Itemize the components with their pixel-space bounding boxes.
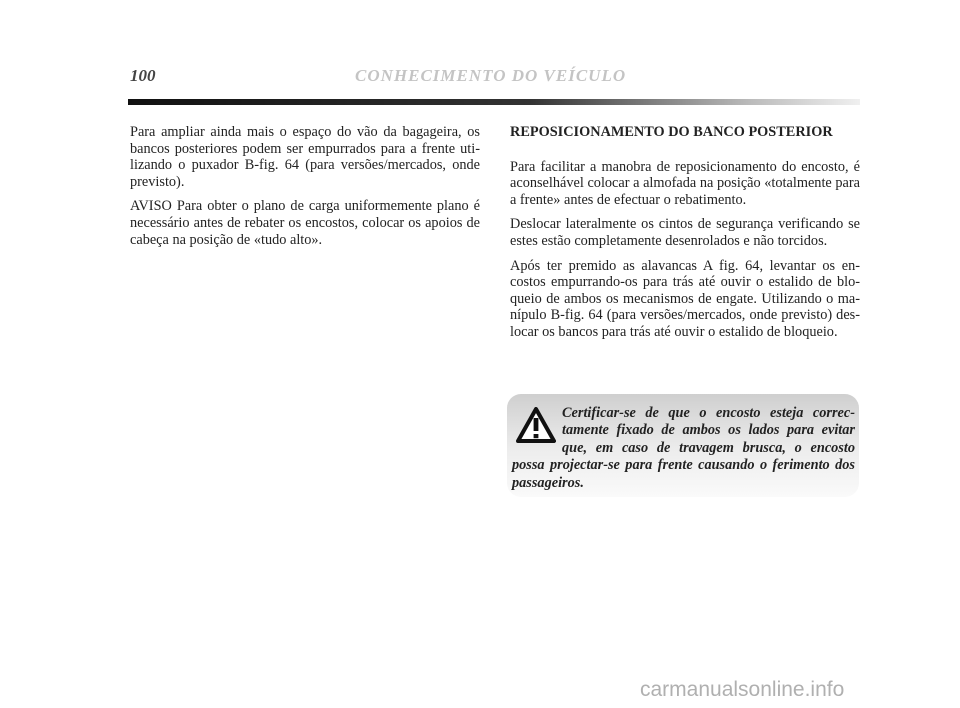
running-title: CONHECIMENTO DO VEÍCULO [355, 66, 627, 85]
header-rule [128, 99, 860, 105]
left-paragraph-2: AVISO Para obter o plano de carga uniformemente plano é necessário antes de rebater os encostos, colocar os apoios de cabeça na posição de «tudo alto». [130, 198, 480, 248]
page-number: 100 [130, 66, 156, 85]
section-heading: REPOSICIONAMENTO DO BANCO POSTERIOR [510, 124, 833, 140]
right-paragraph-3: Após ter premido as alavancas A fig. 64, levantar os encostos empurrando-os para trás até ouvir o estalido de bloqueio de ambos os mecanismos de engate. Utilizando o manípulo B-fig. 64 (para versões/mercados, onde previsto) deslocar os bancos para trás até ouvir o estalido de bloqueio. [510, 257, 860, 340]
warning-text-block [512, 405, 855, 492]
watermark: carmanualsonline.info [640, 678, 845, 701]
warning-text: Certificar-se de que o encosto esteja correctamente fixado de ambos os lados para evitar que, em caso de travagem brusca, o encosto possa projectar-se para frente causando o ferimento dos passageiros. [512, 405, 855, 491]
right-paragraph-2: Deslocar lateralmente os cintos de segurança verificando se estes estão completamente desenrolados e não torcidos. [510, 216, 860, 249]
left-paragraph-1: Para ampliar ainda mais o espaço do vão da bagageira, os bancos posteriores podem ser empurrados para a frente utilizando o puxador B-fig. 64 (para versões/mercados, onde previsto). [130, 124, 480, 190]
right-column [510, 124, 860, 349]
left-column [130, 124, 480, 256]
right-paragraph-1: Para facilitar a manobra de reposicionamento do encosto, é aconselhável colocar a almofada na posição «totalmente para a frente» antes de efectuar o rebatimento. [510, 158, 860, 208]
